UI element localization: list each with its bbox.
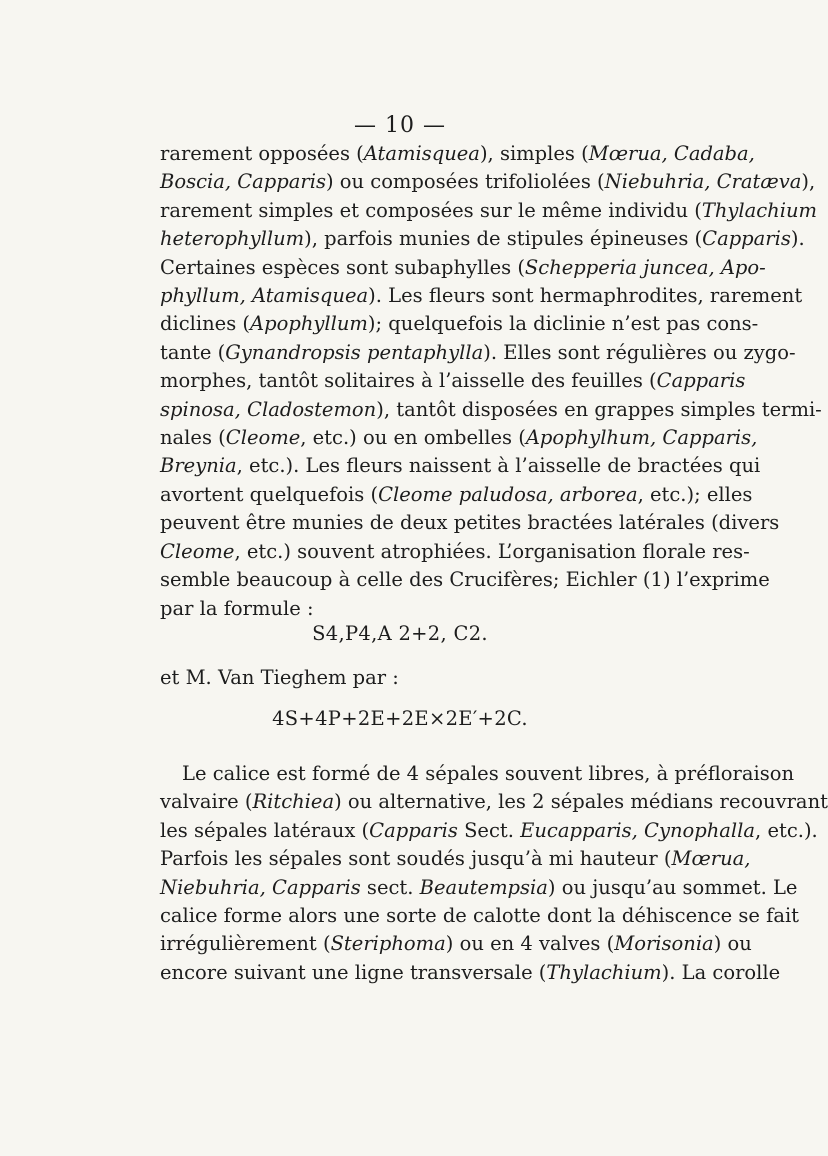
italic-term: spinosa, Cladostemon [160,397,377,421]
paragraph-1 [160,140,822,623]
text-line: par la formule : [160,596,314,620]
text-line: tante (Gynandropsis pentaphylla). Elles sont régulières ou zygo- [160,340,796,364]
italic-term: heterophyllum [160,227,305,251]
text-line: les sépales latéraux (Capparis Sect. Eucapparis, Cynophalla, etc.). [160,818,818,842]
italic-term: Gynandropsis pentaphylla [225,340,484,364]
italic-term: Thylachium [701,198,818,222]
italic-term: Capparis [369,818,458,842]
italic-term: Eucapparis, Cynophalla [520,818,756,842]
text-line: Breynia, etc.). Les fleurs naissent à l’aisselle de bractées qui [160,454,761,478]
italic-term: Morisonia [614,932,714,956]
text-line: nales (Cleome, etc.) ou en ombelles (Apophylhum, Capparis, [160,426,758,450]
text-line: encore suivant une ligne transversale (Thylachium). La corolle [160,960,781,984]
italic-term: Mœrua, [671,847,751,871]
italic-term: Cleome paludosa, arborea [378,482,638,506]
text-line: irrégulièrement (Steriphoma) ou en 4 valves (Morisonia) ou [160,932,752,956]
text-line: Certaines espèces sont subaphylles (Schepperia juncea, Apo- [160,255,766,279]
text-line: Le calice est formé de 4 sépales souvent libres, à préfloraison [182,762,795,785]
italic-term: Niebuhria, Capparis [160,875,361,899]
text-line: valvaire (Ritchiea) ou alternative, les 2 sépales médians recouvrant [160,790,828,814]
italic-term: Mœrua, Cadaba, [588,142,755,165]
italic-term: Capparis [656,369,746,393]
text-line: Cleome, etc.) souvent atrophiées. L’organisation florale res- [160,539,750,563]
italic-term: Apophyllum [250,312,368,336]
italic-term: Ritchiea [252,790,335,814]
formula-eichler: S4,P4,A 2+2, C2. [312,622,488,645]
paragraph-2 [160,760,828,987]
italic-term: Thylachium [546,960,662,984]
italic-term: Apophylhum, Capparis, [525,426,758,450]
italic-term: Beautempsia [419,875,548,899]
page-number: — 10 — [354,113,446,138]
text-line: diclines (Apophyllum); quelquefois la diclinie n’est pas cons- [160,312,759,336]
text-line: avortent quelquefois (Cleome paludosa, arborea, etc.); elles [160,482,753,506]
italic-term: Steriphoma [330,932,446,956]
formula-van-tieghem: 4S+4P+2E+2E×2E′+2C. [272,707,528,730]
italic-term: Niebuhria, Cratæva [604,170,802,194]
text-line: Parfois les sépales sont soudés jusqu’à mi hauteur (Mœrua, [160,847,751,871]
text-line: phyllum, Atamisquea). Les fleurs sont hermaphrodites, rarement [160,284,803,308]
text-line: rarement opposées (Atamisquea), simples (Mœrua, Cadaba, [160,142,755,165]
formula-intro-van-tieghem: et M. Van Tieghem par : [160,666,399,689]
text-line: spinosa, Cladostemon), tantôt disposées en grappes simples termi- [160,397,822,421]
italic-term: Breynia [160,454,237,478]
text-line: peuvent être munies de deux petites bractées latérales (divers [160,511,780,535]
text-line: calice forme alors une sorte de calotte dont la déhiscence se fait [160,904,800,928]
italic-term: phyllum, Atamisquea [160,284,369,308]
italic-term: Atamisquea [363,142,480,165]
text-line: heterophyllum), parfois munies de stipules épineuses (Capparis). [160,227,805,251]
text-line: semble beaucoup à celle des Crucifères; Eichler (1) l’exprime [160,568,770,592]
italic-term: Boscia, Capparis [160,170,326,194]
text-line: rarement simples et composées sur le même individu (Thylachium [160,198,818,222]
italic-term: Schepperia juncea, Apo- [524,255,766,279]
italic-term: Capparis [702,227,791,251]
text-line: Niebuhria, Capparis sect. Beautempsia) ou jusqu’au sommet. Le [160,875,798,899]
italic-term: Cleome [225,426,301,450]
text-line: morphes, tantôt solitaires à l’aisselle des feuilles (Capparis [160,369,746,393]
italic-term: Cleome [160,539,235,563]
text-line: Boscia, Capparis) ou composées trifoliolées (Niebuhria, Cratæva), [160,170,816,194]
